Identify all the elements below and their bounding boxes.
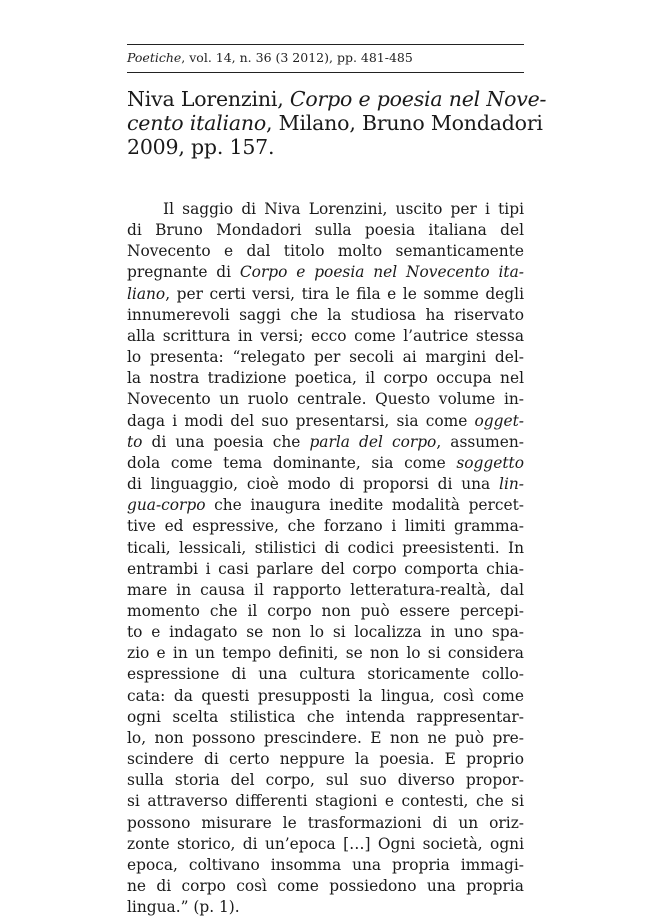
body-line: momento che il corpo non può essere percepi- — [127, 601, 524, 620]
body-line: Novecento e dal titolo molto semanticamente — [127, 242, 524, 261]
body-line: tive ed espressive, che forzano i limiti gramma- — [127, 517, 524, 536]
body-line: ne di corpo così come possiedono una propria — [127, 877, 524, 895]
body-line-last: lingua.” (p. 1). — [127, 898, 240, 917]
body-text-run: di linguaggio, cioè modo di proporsi di una — [127, 475, 500, 494]
title-line-2 — [127, 111, 543, 135]
body-italic-run: lin- — [499, 475, 524, 494]
body-line — [127, 453, 524, 474]
title-line-3: 2009, pp. 157. — [127, 135, 275, 159]
header-bottom-rule — [127, 72, 524, 73]
journal-header — [127, 45, 524, 72]
body-line: sulla storia del corpo, sul suo diverso propor- — [127, 771, 524, 790]
body-line: to e indagato se non lo si localizza in uno spa- — [127, 623, 524, 642]
body-line: Novecento un ruolo centrale. Questo volume in- — [127, 390, 524, 409]
title-book-part-2: cento italiano — [127, 111, 267, 135]
body-line: lo, non possono prescindere. E non ne può pre- — [127, 728, 524, 747]
body-line: cata: da questi presupposti la lingua, così come — [127, 686, 524, 705]
body-line — [127, 474, 524, 495]
body-line — [127, 284, 524, 305]
body-line — [127, 432, 524, 453]
body-text-run: dola come tema dominante, sia come — [127, 453, 457, 472]
body-line: possono misurare le trasformazioni di un oriz- — [127, 813, 524, 832]
body-line: scindere di certo neppure la poesia. E proprio — [127, 750, 524, 769]
review-title — [127, 87, 547, 159]
body-line: la nostra tradizione poetica, il corpo occupa nel — [127, 369, 524, 388]
page-content — [127, 44, 547, 918]
body-line: entrambi i casi parlare del corpo comporta chia- — [127, 559, 524, 578]
title-author: Niva Lorenzini, — [127, 87, 290, 111]
review-body — [127, 199, 524, 918]
body-line: epoca, coltivano insomma una propria immagi- — [127, 855, 524, 874]
body-line: ogni scelta stilistica che intenda rappresentar- — [127, 707, 524, 726]
title-publisher: , Milano, Bruno Mondadori — [266, 111, 543, 135]
body-line — [127, 262, 524, 283]
body-line: zonte storico, di un’epoca […] Ogni società, ogni — [127, 834, 524, 853]
body-line: di Bruno Mondadori sulla poesia italiana del — [127, 221, 524, 240]
body-text-run: , per certi versi, tira le fila e le somme degli — [165, 284, 524, 303]
body-text-run: che inaugura inedite modalità percet- — [205, 496, 524, 515]
body-italic-run: to — [127, 432, 143, 451]
body-text-run: pregnante di — [127, 263, 240, 282]
body-italic-run: Corpo e poesia nel Novecento ita- — [239, 263, 524, 282]
body-line: mare in causa il rapporto letteratura-realtà, dal — [127, 580, 524, 599]
title-book-part-1: Corpo e poesia nel Nove- — [289, 87, 547, 111]
body-line: espressione di una cultura storicamente collo- — [127, 665, 524, 684]
body-line: ticali, lessicali, stilistici di codici preesistenti. In — [127, 538, 524, 557]
title-line-1 — [127, 87, 547, 111]
body-line: innumerevoli saggi che la studiosa ha riservato — [127, 305, 524, 324]
body-italic-run: soggetto — [456, 453, 524, 472]
journal-citation: , vol. 14, n. 36 (3 2012), pp. 481-485 — [181, 50, 413, 65]
body-text-run: di una poesia che — [142, 432, 310, 451]
body-italic-run: parla del corpo — [309, 432, 437, 451]
body-line: Il saggio di Niva Lorenzini, uscito per i tipi — [163, 200, 524, 218]
body-line: zio e in un tempo definiti, se non lo si considera — [127, 644, 524, 663]
body-line: alla scrittura in versi; ecco come l’autrice stessa — [127, 326, 524, 345]
body-italic-run: gua-corpo — [127, 496, 206, 515]
body-line: si attraverso differenti stagioni e contesti, che si — [127, 792, 524, 811]
journal-name: Poetiche — [127, 50, 182, 65]
body-line — [127, 411, 524, 432]
body-text-run: , assumen- — [436, 432, 524, 451]
body-italic-run: liano — [127, 284, 166, 303]
body-text-run: daga i modi del suo presentarsi, sia come — [127, 411, 475, 430]
body-italic-run: ogget- — [474, 411, 524, 430]
body-line — [127, 495, 524, 516]
body-line: lo presenta: “relegato per secoli ai margini del- — [127, 348, 524, 367]
